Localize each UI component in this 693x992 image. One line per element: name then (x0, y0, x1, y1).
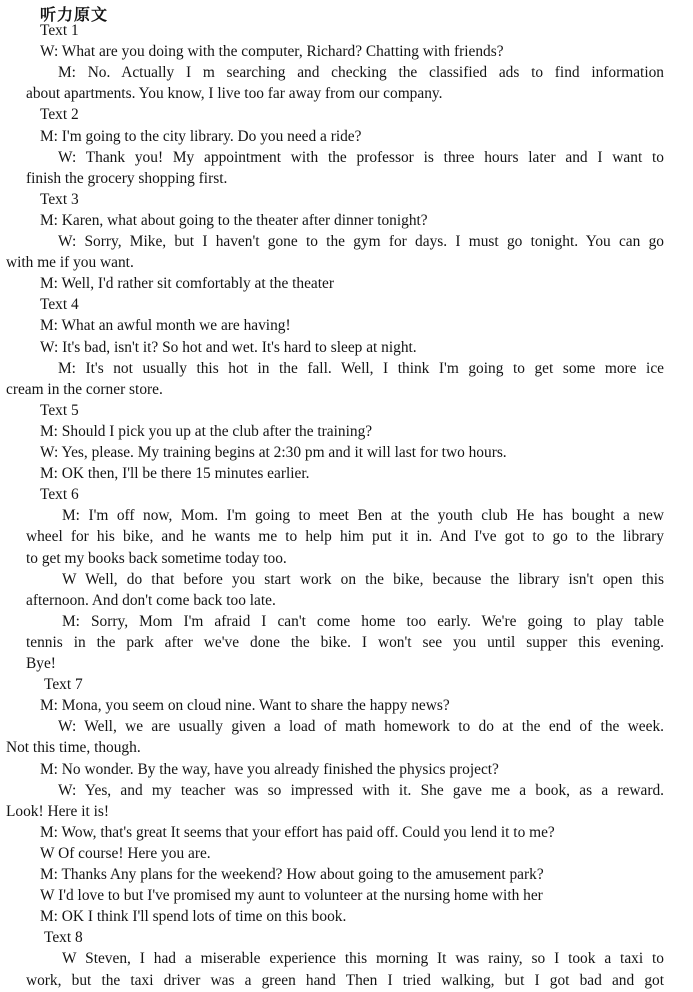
transcript-line: M: No. Actually I m searching and checking the classified ads to find information (58, 64, 664, 82)
text-heading: Text 1 (40, 22, 79, 39)
transcript-line: Not this time, though. (6, 739, 141, 757)
transcript-line: W Well, do that before you start work on the bike, because the library isn't open this (62, 570, 664, 588)
transcript-line: M: No wonder. By the way, have you already finished the physics project? (40, 760, 499, 778)
transcript-line: M: I'm going to the city library. Do you need a ride? (40, 127, 362, 145)
transcript-line: W: Thank you! My appointment with the professor is three hours later and I want to (58, 148, 664, 166)
transcript-line: with me if you want. (6, 254, 134, 272)
transcript-line: M: I'm off now, Mom. I'm going to meet Ben at the youth club He has bought a new (62, 507, 664, 525)
transcript-line: M: OK then, I'll be there 15 minutes earlier. (40, 465, 310, 483)
transcript-line: cream in the corner store. (6, 380, 163, 398)
transcript-line: tennis in the park after we've done the bike. I won't see you until supper this evening. (26, 633, 664, 651)
transcript-line: W: Yes, please. My training begins at 2:30 pm and it will last for two hours. (40, 444, 507, 461)
transcript-line: M: OK I think I'll spend lots of time on this book. (40, 908, 347, 926)
transcript-line: finish the grocery shopping first. (26, 169, 228, 187)
transcript-line: wheel for his bike, and he wants me to help him put it in. And I've got to go to the library (26, 528, 664, 546)
transcript-line: W: Well, we are usually given a load of math homework to do at the end of the week. (58, 718, 664, 736)
transcript-line: M: What an awful month we are having! (40, 317, 291, 335)
text-heading: Text 6 (40, 486, 79, 504)
text-heading: Text 2 (40, 106, 79, 124)
transcript-line: W Steven, I had a miserable experience this morning It was rainy, so I took a taxi to (62, 950, 664, 968)
text-heading: Text 8 (44, 929, 83, 947)
transcript-line: M: Well, I'd rather sit comfortably at the theater (40, 275, 334, 293)
transcript-line: work, but the taxi driver was a green hand Then I tried walking, but I got bad and got (26, 971, 664, 989)
text-heading: Text 3 (40, 190, 79, 208)
transcript-line: M: Wow, that's great It seems that your effort has paid off. Could you lend it to me? (40, 823, 555, 841)
transcript-line: M: It's not usually this hot in the fall. Well, I think I'm going to get some more ice (58, 359, 664, 377)
transcript-line: M: Karen, what about going to the theater after dinner tonight? (40, 211, 428, 229)
text-heading: Text 5 (40, 401, 79, 419)
transcript-line: W: What are you doing with the computer, Richard? Chatting with friends? (40, 43, 504, 61)
transcript-line: to get my books back sometime today too. (26, 549, 287, 567)
text-heading: Text 7 (44, 676, 83, 694)
transcript-line: W: It's bad, isn't it? So hot and wet. It's hard to sleep at night. (40, 338, 417, 356)
transcript-line: M: Thanks Any plans for the weekend? How about going to the amusement park? (40, 866, 544, 883)
transcript-line: W Of course! Here you are. (40, 844, 211, 862)
transcript-line: M: Should I pick you up at the club after the training? (40, 422, 373, 440)
transcript-line: M: Sorry, Mom I'm afraid I can't come home too early. We're going to play table (62, 612, 664, 630)
page-title: 听力原文 (40, 7, 109, 24)
transcript-line: W: Sorry, Mike, but I haven't gone to the gym for days. I must go tonight. You can go (58, 233, 664, 250)
transcript-line: Look! Here it is! (6, 802, 110, 820)
text-heading: Text 4 (40, 296, 79, 314)
transcript-line: W: Yes, and my teacher was so impressed with it. She gave me a book, as a reward. (58, 781, 664, 799)
transcript-line: about apartments. You know, I live too far away from our company. (26, 85, 443, 103)
transcript-line: Bye! (26, 655, 56, 672)
transcript-line: M: Mona, you seem on cloud nine. Want to share the happy news? (40, 697, 450, 715)
transcript-line: afternoon. And don't come back too late. (26, 591, 276, 609)
transcript-line: W I'd love to but I've promised my aunt to volunteer at the nursing home with her (40, 887, 543, 905)
